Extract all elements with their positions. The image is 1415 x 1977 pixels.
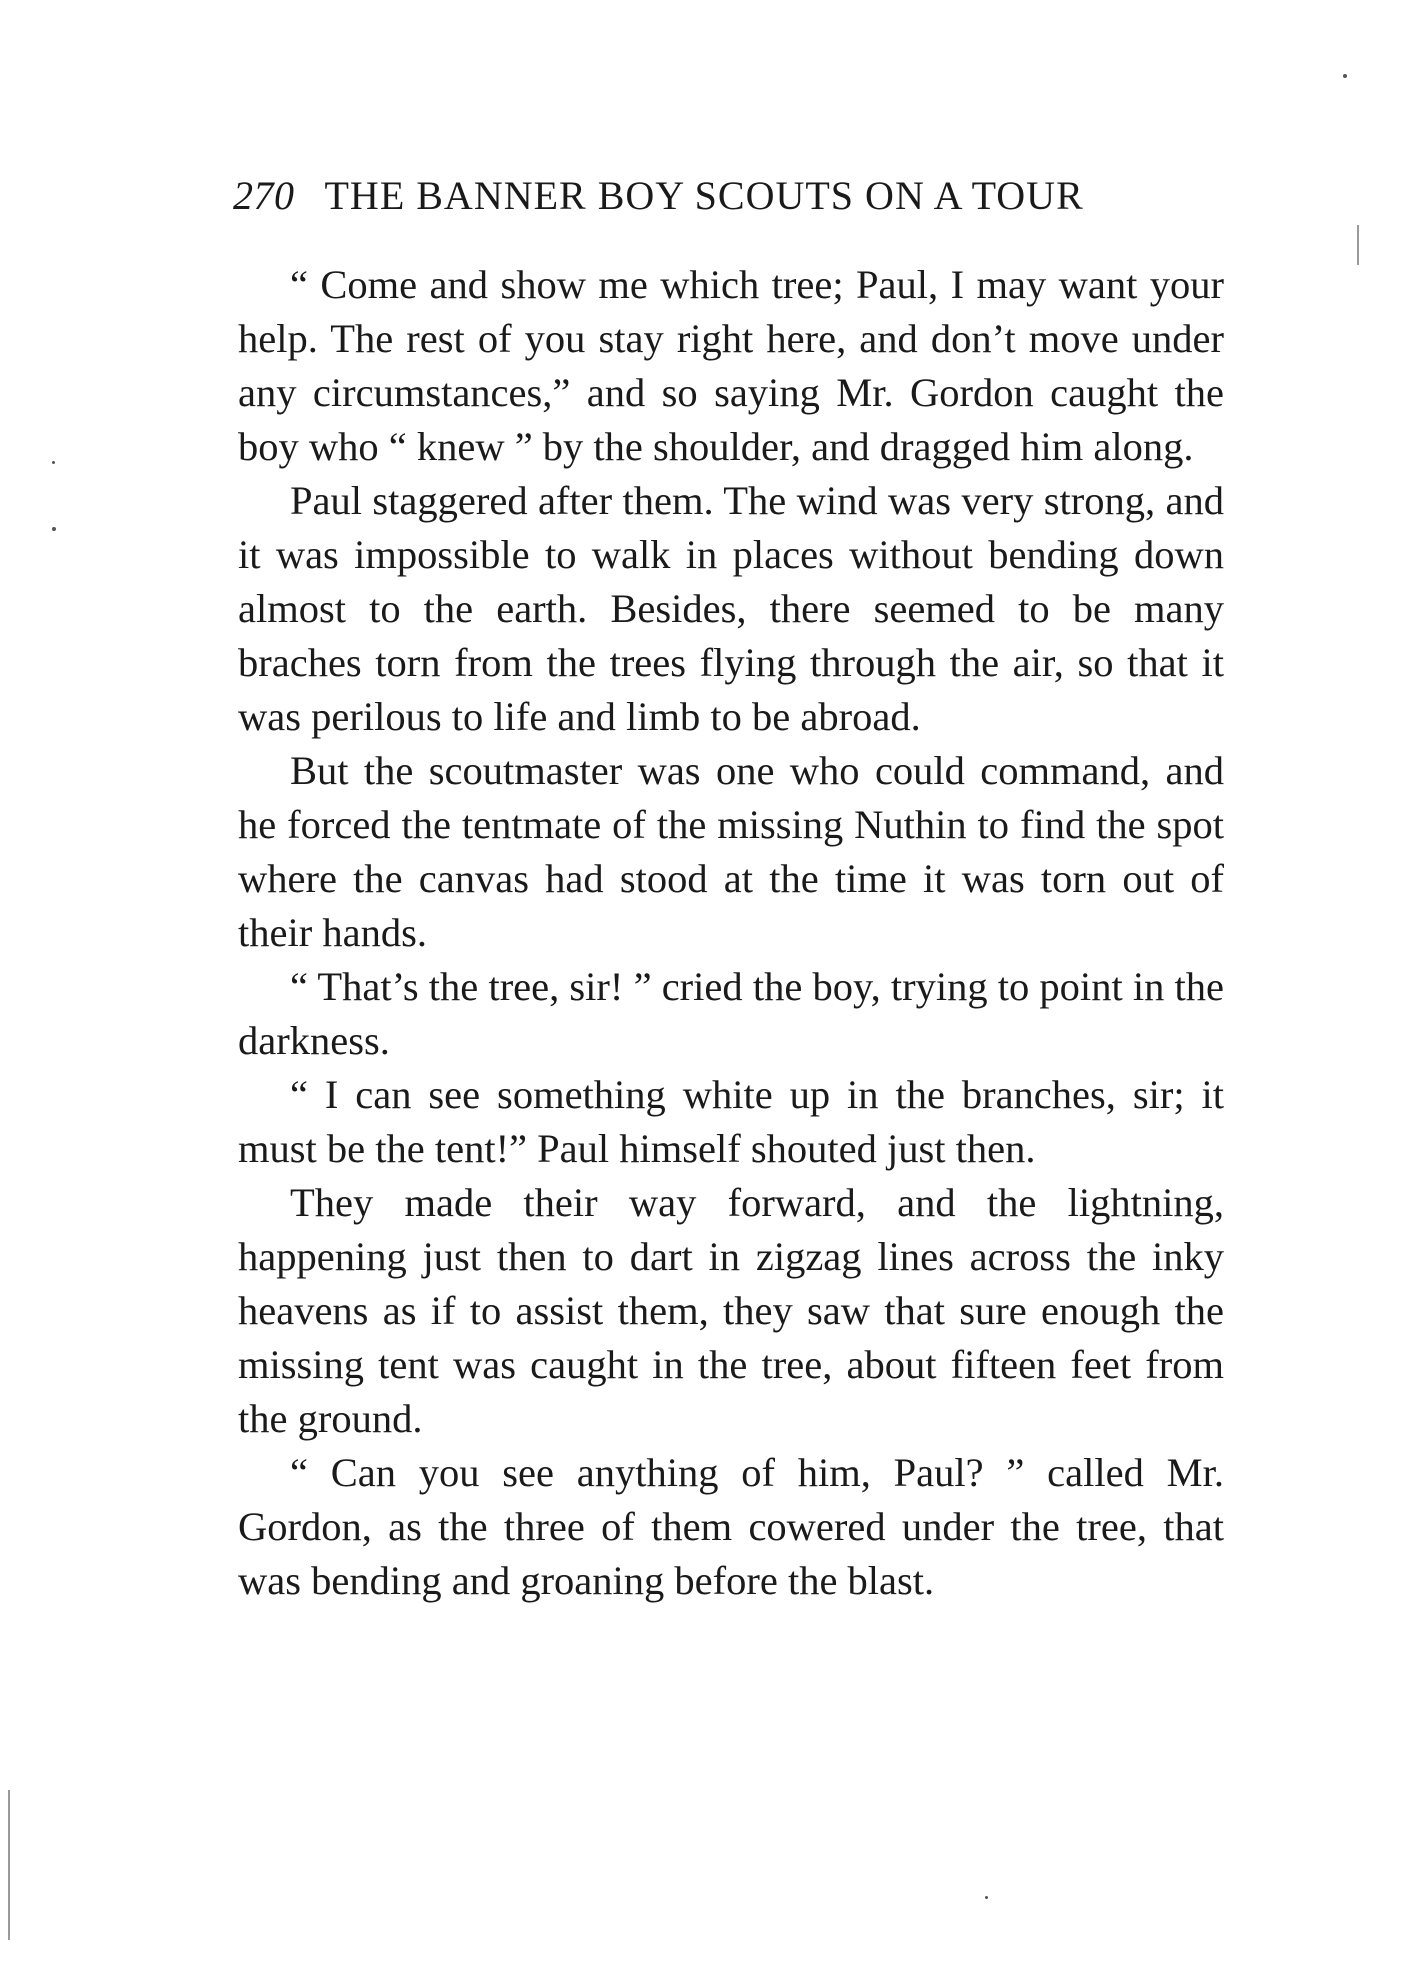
paragraph: Paul staggered after them. The wind was very strong, and it was impossible to walk in places without bending down almost to the earth. Besides, there seemed to be many braches torn from the trees flying through the air, so that it was perilous to life and limb to be abroad. xyxy=(238,478,1224,739)
body-text xyxy=(238,258,1224,1608)
running-title: THE BANNER BOY SCOUTS ON A TOUR xyxy=(324,173,1084,218)
scan-speck xyxy=(985,1896,988,1899)
paragraph: “ Come and show me which tree; Paul, I may want your help. The rest of you stay right here, and don’t move under any circumstances,” and so saying Mr. Gordon caught the boy who “ knew ” by the shoulder, and dragged him along. xyxy=(238,262,1224,469)
page-number: 270 xyxy=(233,173,295,218)
scan-edge-line xyxy=(8,1790,10,1940)
paragraph: “ That’s the tree, sir! ” cried the boy, trying to point in the darkness. xyxy=(238,964,1224,1063)
scan-speck xyxy=(1343,74,1347,78)
scan-speck xyxy=(52,461,55,464)
paragraph: “ Can you see anything of him, Paul? ” called Mr. Gordon, as the three of them cowered under the tree, that was bending and groaning before the blast. xyxy=(238,1450,1224,1603)
paragraph: But the scoutmaster was one who could command, and he forced the tentmate of the missing Nuthin to find the spot where the canvas had stood at the time it was torn out of their hands. xyxy=(238,748,1224,955)
running-head xyxy=(233,172,1225,232)
scan-speck xyxy=(52,527,56,531)
paragraph: “ I can see something white up in the branches, sir; it must be the tent!” Paul himself shouted just then. xyxy=(238,1072,1224,1171)
paragraph: They made their way forward, and the lightning, happening just then to dart in zigzag lines across the inky heavens as if to assist them, they saw that sure enough the missing tent was caught in the tree, about fifteen feet from the ground. xyxy=(238,1180,1224,1441)
scan-edge-line xyxy=(1357,225,1359,265)
